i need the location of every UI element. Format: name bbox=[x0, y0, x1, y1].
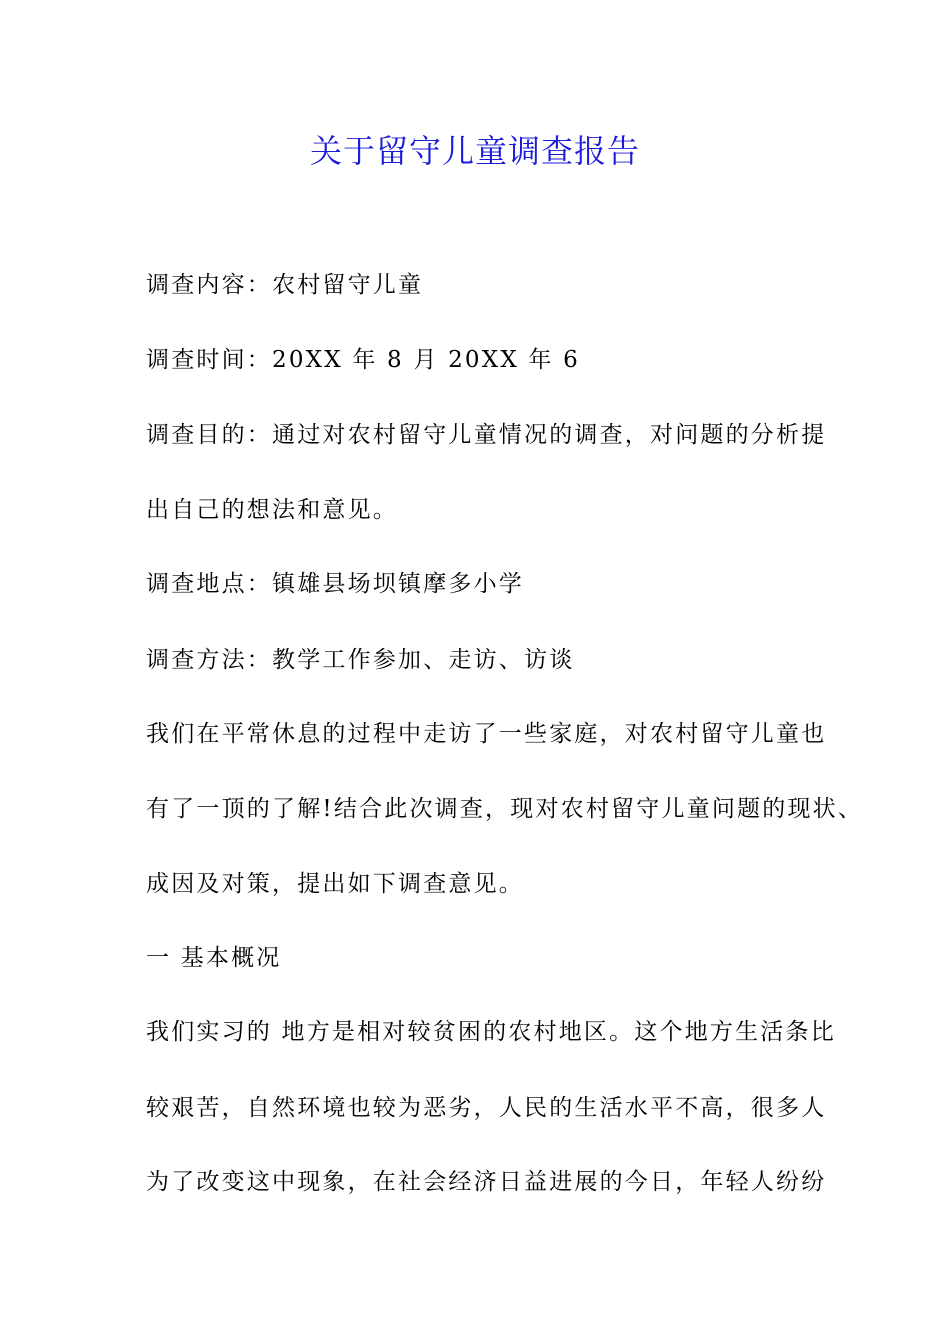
survey-content-line: 调查内容：农村留守儿童 bbox=[146, 272, 424, 298]
document-title: 关于留守儿童调查报告 bbox=[309, 132, 640, 170]
section-heading: 一 基本概况 bbox=[146, 945, 282, 971]
body-paragraph-line: 我们实习的 地方是相对较贫困的农村地区。这个地方生活条比 bbox=[146, 1019, 836, 1045]
survey-time-line: 调查时间：20XX 年 8 月 20XX 年 6 bbox=[146, 347, 580, 373]
survey-purpose-line: 调查目的：通过对农村留守儿童情况的调查，对问题的分析提 bbox=[146, 422, 827, 448]
survey-method-line: 调查方法：教学工作参加、走访、访谈 bbox=[146, 647, 575, 673]
intro-paragraph-line: 我们在平常休息的过程中走访了一些家庭，对农村留守儿童也 bbox=[146, 721, 827, 747]
survey-location-line: 调查地点：镇雄县场坝镇摩多小学 bbox=[146, 571, 524, 597]
body-paragraph-line: 较艰苦，自然环境也较为恶劣，人民的生活水平不高，很多人 bbox=[146, 1095, 827, 1121]
body-paragraph-line: 为了改变这中现象，在社会经济日益进展的今日，年轻人纷纷 bbox=[146, 1169, 827, 1195]
intro-paragraph-line: 有了一顶的了解!结合此次调查，现对农村留守儿童问题的现状、 bbox=[146, 796, 864, 822]
intro-paragraph-line: 成因及对策，提出如下调查意见。 bbox=[146, 871, 524, 897]
survey-purpose-line-cont: 出自己的想法和意见。 bbox=[146, 497, 398, 523]
